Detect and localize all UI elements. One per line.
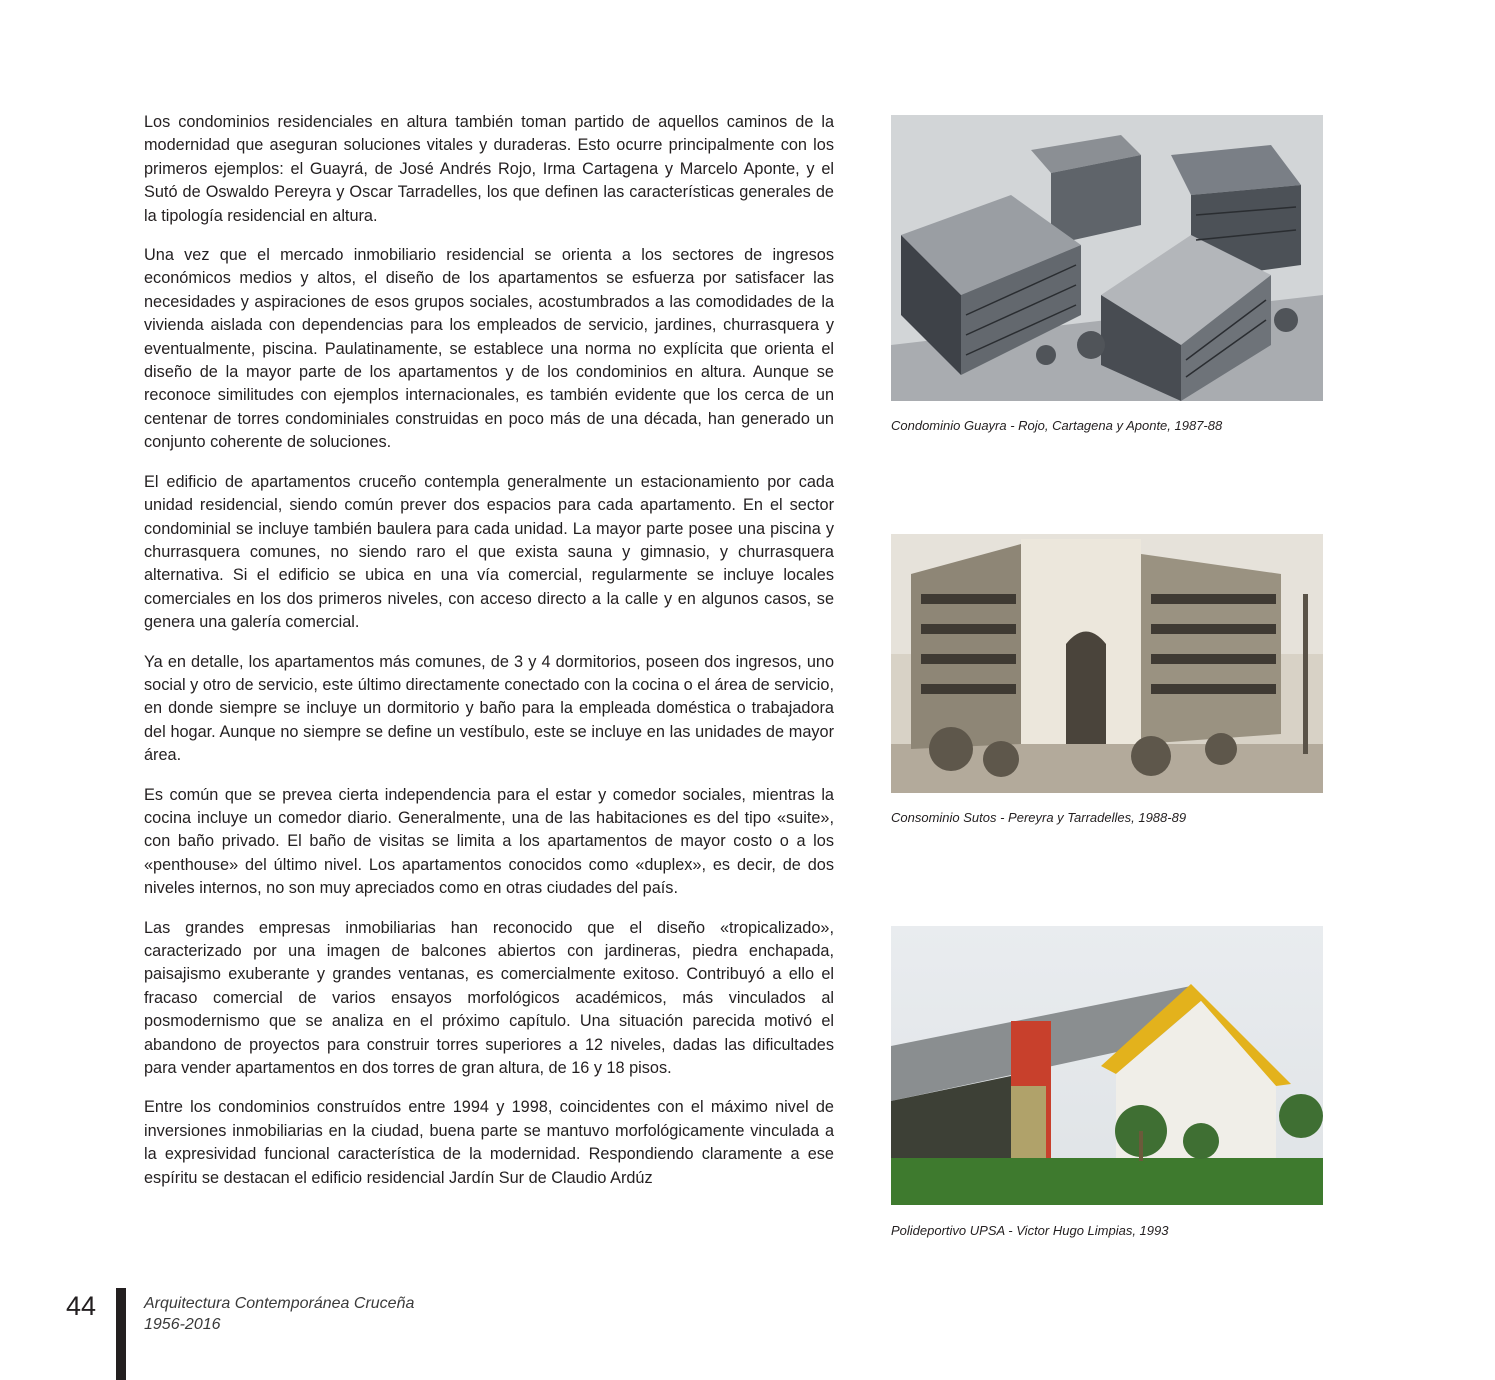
paragraph: El edificio de apartamentos cruceño contempla generalmente un estacionamiento por cada unidad residencial, siendo común prever dos espacios para cada apartamento. En el sector condominial se incluye también baulera para cada unidad. La mayor parte posee una piscina y churrasquera comunes, no siendo raro el que exista sauna y gimnasio, y churrasquera alternativa. Si el edificio se ubica en una vía comercial, regularmente se incluye locales comerciales en los dos primeros niveles, con acceso directo a la calle y en algunos casos, se genera una galería comercial. [144,472,834,632]
sutos-photo-image [891,534,1323,793]
paragraph: Ya en detalle, los apartamentos más comunes, de 3 y 4 dormitorios, poseen dos ingresos, uno social y otro de servicio, este último directamente conectado con la cocina o el área de servicio, en donde siempre se incluye un dormitorio y baño para la empleada doméstica o trabajadora del hogar. Aunque no siempre se define un vestíbulo, este se incluye en las unidades de mayor área. [144,652,834,765]
figure-caption: Consominio Sutos - Pereyra y Tarradelles, 1988-89 [891,810,1187,825]
running-footer [144,1293,414,1335]
figure-upsa [891,926,1323,1205]
guayra-sketch-image [891,115,1323,401]
book-title: Arquitectura Contemporánea Cruceña [144,1295,415,1312]
book-years: 1956-2016 [144,1316,221,1333]
paragraph: Los condominios residenciales en altura también toman partido de aquellos caminos de la modernidad que aseguran soluciones vitales y duraderas. Esto ocurre principalmente con los primeros ejemplos: el Guayrá, de José Andrés Rojo, Irma Cartagena y Marcelo Aponte, y el Sutó de Oswaldo Pereyra y Oscar Tarradelles, los que definen las características generales de la tipología residencial en altura. [144,113,834,225]
paragraph: Una vez que el mercado inmobiliario residencial se orienta a los sectores de ingresos económicos medios y altos, el diseño de los apartamentos se esfuerza por satisfacer las necesidades y aspiraciones de esos grupos sociales, acostumbrados a las comodidades de la vivienda aislada con dependencias para los empleados de servicio, jardines, churrasquera y eventualmente, piscina. Paulatinamente, se establece una norma no explícita que orienta el diseño de la mayor parte de los apartamentos y de los condominios en altura. Aunque se reconoce similitudes con ejemplos internacionales, es también evidente que los cerca de un centenar de torres condominiales construidas en poco más de una década, han generado un conjunto coherente de soluciones. [144,246,834,452]
paragraph: Entre los condominios construídos entre 1994 y 1998, coincidentes con el máximo nivel de inversiones inmobiliarias en la ciudad, buena parte se mantuvo morfológicamente vinculada a la expresividad funcional característica de la modernidad. Respondiendo claramente a ese espíritu se destacan el edificio residencial Jardín Sur de Claudio Ardúz [144,1098,834,1187]
footer-divider [116,1288,126,1380]
figure-caption: Condominio Guayra - Rojo, Cartagena y Aponte, 1987-88 [891,418,1223,433]
figure-guayra [891,115,1323,401]
page-number: 44 [66,1291,97,1321]
upsa-photo-image [891,926,1323,1205]
figure-caption: Polideportivo UPSA - Victor Hugo Limpias, 1993 [891,1223,1169,1238]
paragraph: Las grandes empresas inmobiliarias han reconocido que el diseño «tropicalizado», caracterizado por una imagen de balcones abiertos con jardineras, piedra enchapada, paisajismo exuberante y grandes ventanas, es comercialmente exitoso. Contribuyó a ello el fracaso comercial de varios ensayos morfológicos académicos, más vinculados al posmodernismo que se analiza en el próximo capítulo. Una situación parecida motivó el abandono de proyectos para construir torres superiores a 12 niveles, dadas las dificultades para vender apartamentos en dos torres de gran altura, de 16 y 18 pisos. [144,918,834,1078]
figure-sutos [891,534,1323,793]
article-body [144,111,834,1206]
paragraph: Es común que se prevea cierta independencia para el estar y comedor sociales, mientras la cocina incluye un comedor diario. Generalmente, una de las habitaciones es del tipo «suite», con baño privado. El baño de visitas se limita a los apartamentos de mayor costo o a los «penthouse» del último nivel. Los apartamentos conocidos como «duplex», es decir, de dos niveles internos, no son muy apreciados como en otras ciudades del país. [144,785,834,898]
